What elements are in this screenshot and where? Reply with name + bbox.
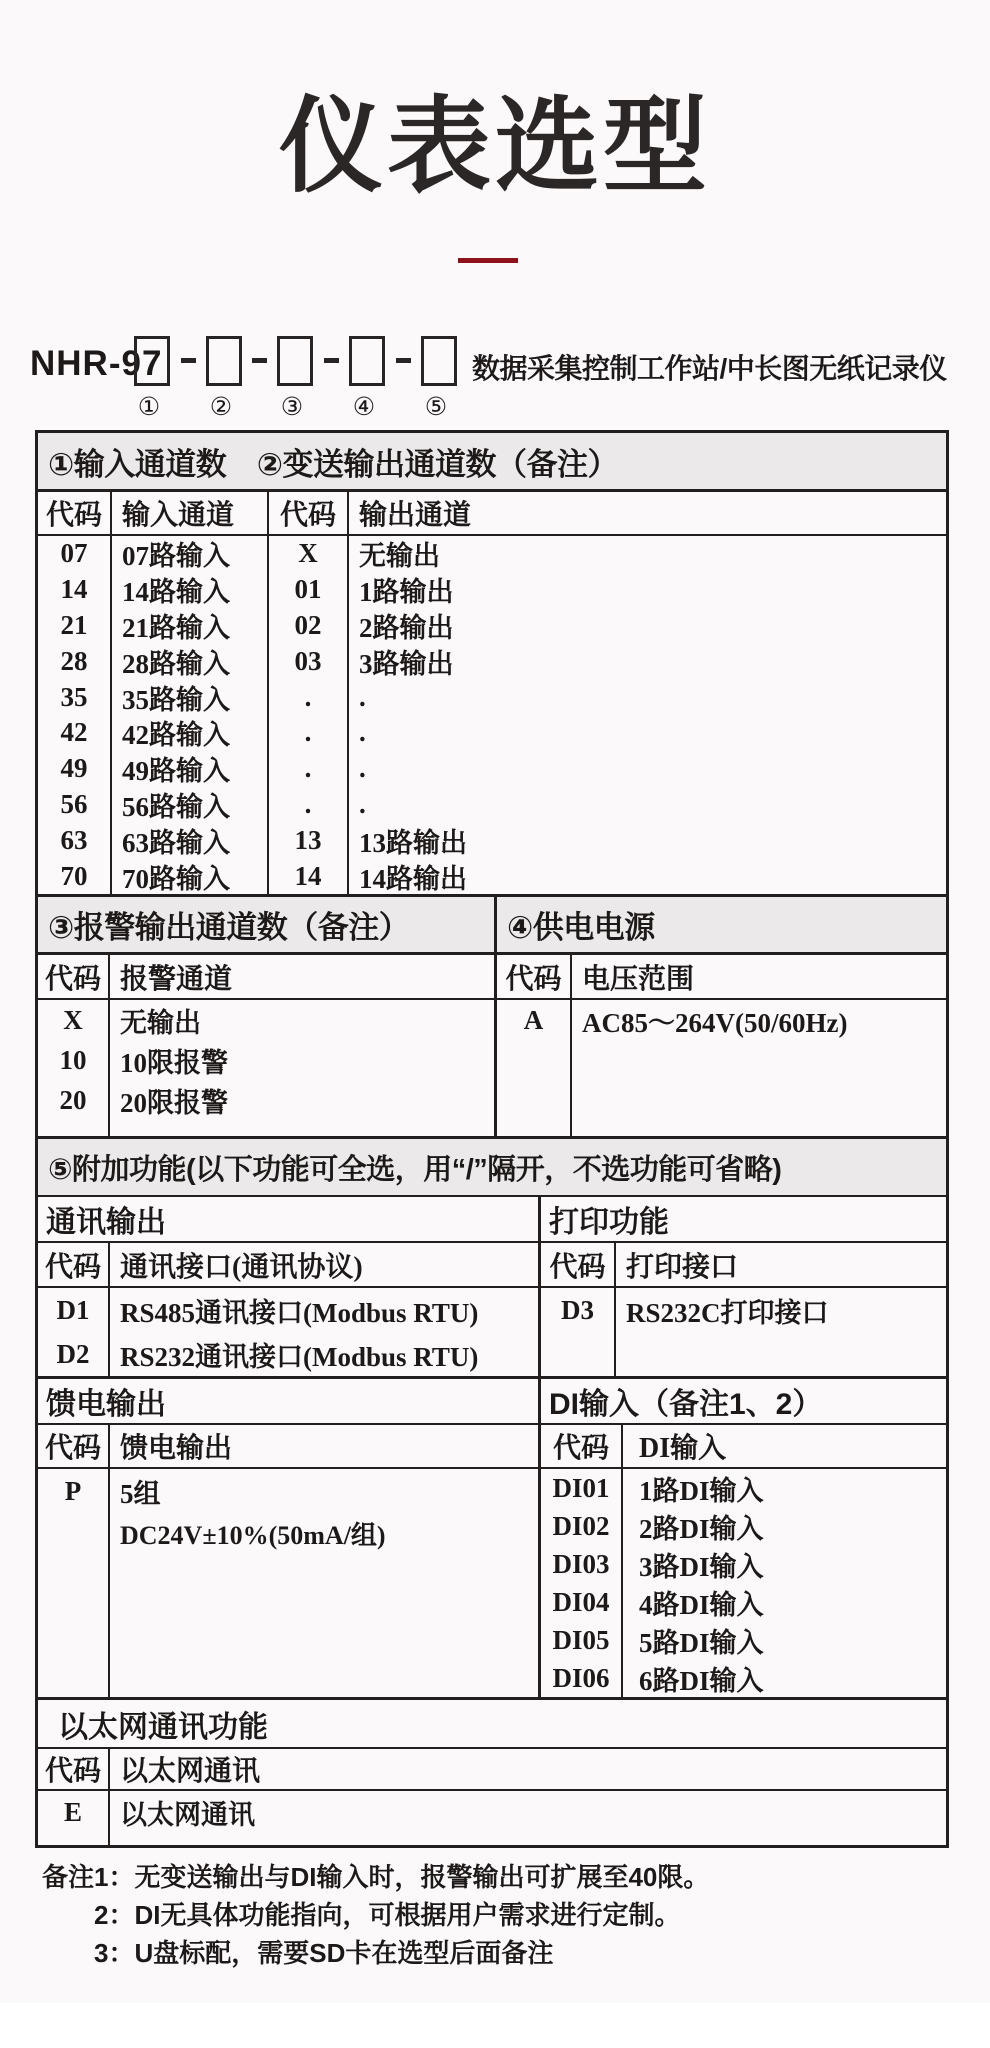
- table-cell: 28路输入: [122, 648, 230, 679]
- table-cell: 14路输入: [122, 577, 230, 608]
- table-cell: 03: [294, 645, 322, 676]
- table-cell: 70路输入: [122, 863, 230, 894]
- model-prefix: NHR-97: [30, 344, 163, 383]
- table-cell: 5路DI输入: [639, 1627, 764, 1658]
- section3-header: ③报警输出通道数（备注）: [38, 897, 494, 952]
- ethernet-code-column: [38, 1791, 108, 1845]
- table-cell: 5组: [120, 1478, 161, 1509]
- table-cell: .: [304, 717, 312, 748]
- alarm-label-column: [110, 1000, 494, 1136]
- table-cell: 4路DI输入: [639, 1589, 764, 1620]
- power-label-column: [572, 1000, 946, 1136]
- di-table: [541, 1379, 946, 1697]
- section5-bottom: [38, 1379, 946, 1697]
- model-dash: [324, 358, 339, 363]
- table-cell: 70: [60, 860, 88, 891]
- section5-top: [38, 1197, 946, 1376]
- di-column-headers: [541, 1425, 946, 1467]
- table-cell: 07路输入: [122, 541, 230, 572]
- print-title: 打印功能: [549, 1206, 669, 1239]
- section4-header: ④供电电源: [497, 897, 946, 952]
- table-cell: 10限报警: [120, 1047, 228, 1078]
- section4-table: [497, 897, 946, 1136]
- model-position-3: ③: [280, 394, 304, 421]
- model-box-3: [277, 336, 313, 386]
- model-dash: [396, 358, 411, 363]
- table-cell: RS232C打印接口: [626, 1297, 829, 1328]
- table-cell: X: [298, 538, 318, 569]
- table-cell: 无输出: [359, 541, 440, 572]
- comm-column-headers: [38, 1243, 538, 1286]
- col-header-feed: 馈电输出: [120, 1433, 233, 1464]
- ethernet-column-headers: [38, 1749, 946, 1789]
- col-header-ethernet: 以太网通讯: [120, 1756, 261, 1787]
- table-cell: X: [63, 1004, 83, 1035]
- table-cell: D3: [561, 1294, 594, 1325]
- table-cell: 20: [59, 1084, 87, 1115]
- section34: [38, 897, 946, 1136]
- table-cell: 63: [60, 824, 88, 855]
- print-label-column: [616, 1288, 946, 1376]
- table-cell: 21路输入: [122, 613, 230, 643]
- input-code-column: [38, 536, 110, 894]
- table-cell: 56: [60, 788, 88, 819]
- table-cell: 01: [294, 574, 322, 605]
- comm-table: [38, 1197, 538, 1376]
- table-cell: 以太网通讯: [120, 1799, 255, 1830]
- ethernet-body: [38, 1791, 946, 1845]
- table-cell: 6路DI输入: [639, 1665, 764, 1696]
- alarm-code-column: [38, 1000, 108, 1136]
- table-cell: RS485通讯接口(Modbus RTU): [120, 1297, 479, 1328]
- col-header-code: 代码: [505, 963, 562, 995]
- table-cell: DI06: [552, 1662, 610, 1693]
- di-code-column: [541, 1469, 621, 1697]
- model-code-line: [30, 336, 980, 432]
- table-cell: 35: [60, 681, 88, 712]
- table-cell: 49: [60, 753, 88, 784]
- table-cell: E: [63, 1796, 82, 1827]
- output-code-column: [269, 536, 347, 894]
- table-cell: 07: [60, 538, 88, 569]
- table-cell: 20限报警: [120, 1087, 228, 1118]
- col-header-di: DI输入: [639, 1433, 727, 1464]
- di-title: DI输入（备注1、2）: [549, 1388, 823, 1421]
- print-body: [541, 1288, 946, 1376]
- table-cell: 10: [59, 1044, 87, 1075]
- power-code-column: [497, 1000, 570, 1136]
- output-label-column: [349, 536, 946, 894]
- table-cell: 28: [60, 645, 88, 676]
- col-header-comm-port: 通讯接口(通讯协议): [120, 1251, 363, 1283]
- table-cell: 14: [294, 860, 322, 891]
- table-cell: 56路输入: [122, 791, 230, 822]
- section12-body: [38, 536, 946, 894]
- table-cell: DI03: [552, 1548, 610, 1579]
- table-cell: .: [359, 753, 366, 784]
- table-cell: 21: [60, 609, 88, 640]
- section4-body: [497, 1000, 946, 1136]
- input-label-column: [112, 536, 267, 894]
- table-cell: 02: [294, 609, 322, 640]
- table-cell: D2: [56, 1338, 90, 1369]
- section3-body: [38, 1000, 494, 1136]
- footnotes: [42, 1858, 709, 1972]
- table-cell: .: [304, 788, 312, 819]
- col-header-code: 代码: [44, 1433, 101, 1464]
- table-cell: 14: [60, 574, 88, 605]
- table-cell: 13路输出: [359, 827, 467, 858]
- feed-table: [38, 1379, 538, 1697]
- footnote-2: 2：DI无具体功能指向，可根据用户需求进行定制。: [94, 1900, 681, 1930]
- table-cell: 63路输入: [122, 827, 230, 858]
- table-cell: 13: [294, 824, 322, 855]
- table-cell: A: [523, 1004, 544, 1035]
- table-cell: DI01: [552, 1472, 610, 1503]
- col-header-code: 代码: [45, 500, 102, 531]
- col-header-print-port: 打印接口: [626, 1251, 739, 1283]
- col-header-code: 代码: [44, 1756, 101, 1787]
- table-cell: 35路输入: [122, 684, 230, 715]
- selection-table: [35, 430, 949, 1848]
- col-header-code: 代码: [44, 1251, 101, 1283]
- table-cell: 3路输出: [359, 648, 454, 679]
- model-box-5: [421, 336, 457, 386]
- col-header-code: 代码: [44, 963, 101, 995]
- table-cell: 2路输出: [359, 613, 454, 643]
- feed-column-headers: [38, 1425, 538, 1467]
- model-dash: [181, 358, 196, 363]
- table-cell: 1路DI输入: [639, 1475, 764, 1506]
- table-cell: DI04: [552, 1586, 610, 1617]
- model-box-2: [206, 336, 242, 386]
- di-body: [541, 1469, 946, 1697]
- table-cell: .: [359, 788, 366, 819]
- table-cell: DC24V±10%(50mA/组): [120, 1520, 386, 1550]
- table-cell: 1路输出: [359, 577, 454, 608]
- model-position-1: ①: [137, 394, 161, 421]
- print-column-headers: [541, 1243, 946, 1286]
- comm-label-column: [110, 1288, 538, 1376]
- table-cell: .: [359, 681, 366, 712]
- table-cell: 42路输入: [122, 720, 230, 751]
- section4-column-headers: [497, 955, 946, 998]
- ethernet-header: 以太网通讯功能: [58, 1710, 268, 1744]
- section12-header: ①输入通道数 ②变送输出通道数（备注）: [38, 433, 946, 489]
- section5-header: ⑤附加功能(以下功能可全选，用“/”隔开，不选功能可省略): [38, 1139, 946, 1195]
- feed-body: [38, 1469, 538, 1697]
- model-position-4: ④: [352, 394, 376, 421]
- di-label-column: [623, 1469, 946, 1697]
- col-header-voltage: 电压范围: [582, 963, 695, 995]
- feed-label-column: [110, 1469, 538, 1697]
- table-cell: 2路DI输入: [639, 1513, 764, 1544]
- col-header-output: 输出通道: [359, 500, 472, 531]
- table-cell: P: [64, 1475, 82, 1506]
- col-header-code: 代码: [279, 500, 336, 531]
- print-code-column: [541, 1288, 614, 1376]
- model-position-2: ②: [209, 394, 233, 421]
- page-title: 仪表选型: [278, 89, 711, 205]
- col-header-code: 代码: [549, 1251, 606, 1283]
- table-cell: 无输出: [120, 1007, 201, 1038]
- model-box-1: [134, 336, 170, 386]
- col-header-alarm: 报警通道: [120, 963, 233, 995]
- section3-table: [38, 897, 494, 1136]
- table-cell: .: [359, 717, 366, 748]
- col-header-code: 代码: [552, 1433, 609, 1464]
- table-cell: .: [304, 681, 312, 712]
- table-cell: 14路输出: [359, 863, 467, 894]
- table-cell: DI02: [552, 1510, 610, 1541]
- model-position-5: ⑤: [424, 394, 448, 421]
- section12-column-headers: [38, 492, 946, 534]
- feed-title: 馈电输出: [46, 1388, 166, 1421]
- table-cell: AC85～264V(50/60Hz): [582, 1007, 848, 1038]
- table-cell: DI05: [552, 1624, 610, 1655]
- table-cell: 42: [60, 717, 88, 748]
- comm-code-column: [38, 1288, 108, 1376]
- table-cell: RS232通讯接口(Modbus RTU): [120, 1341, 479, 1372]
- feed-code-column: [38, 1469, 108, 1697]
- table-cell: D1: [56, 1294, 90, 1325]
- print-table: [541, 1197, 946, 1376]
- comm-body: [38, 1288, 538, 1376]
- model-box-4: [349, 336, 385, 386]
- section3-column-headers: [38, 955, 494, 998]
- ethernet-label-column: [110, 1791, 946, 1845]
- table-cell: 49路输入: [122, 756, 230, 787]
- model-dash: [252, 358, 267, 363]
- footnote-3: 3：U盘标配，需要SD卡在选型后面备注: [94, 1938, 554, 1968]
- table-cell: 3路DI输入: [639, 1551, 764, 1582]
- title-underline: [458, 258, 518, 263]
- footnote-1: 备注1：无变送输出与DI输入时，报警输出可扩展至40限。: [42, 1862, 710, 1892]
- comm-title: 通讯输出: [46, 1206, 166, 1239]
- col-header-input: 输入通道: [122, 500, 235, 531]
- table-cell: .: [304, 753, 312, 784]
- model-description: 数据采集控制工作站/中长图无纸记录仪: [472, 353, 947, 384]
